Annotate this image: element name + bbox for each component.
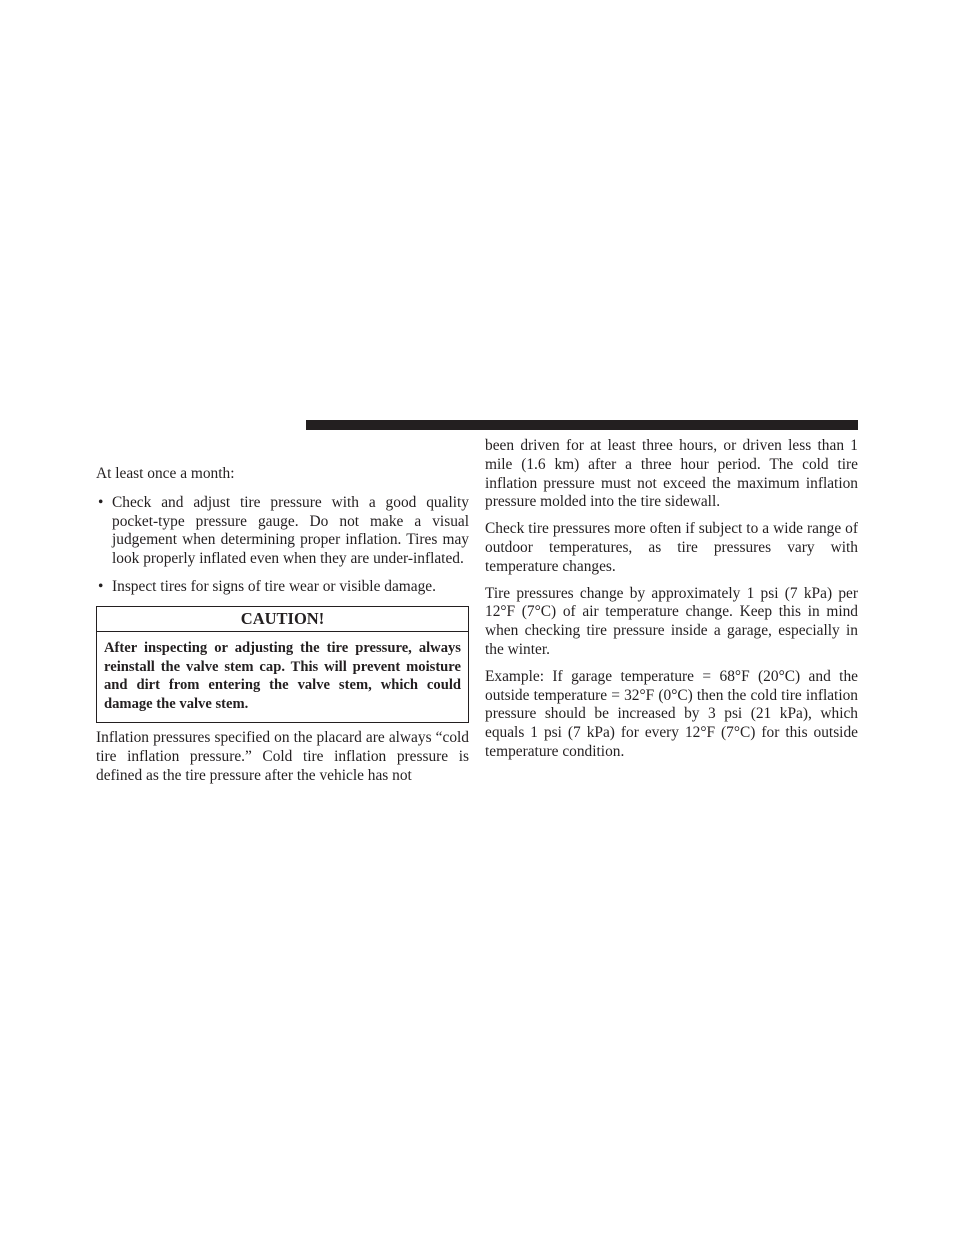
body-paragraph: Check tire pressures more often if subject to a wide range of outdoor temperatures, as tire pressures vary with temperature changes. [485, 520, 858, 575]
caution-box [96, 606, 469, 723]
list-item-text: Check and adjust tire pressure with a good quality pocket-type pressure gauge. Do not make a visual judgement when determining proper inflation. Tires may look properly inflated even when they are under-inflated. [112, 493, 469, 568]
list-item [96, 578, 469, 597]
intro-text: At least once a month: [96, 465, 235, 482]
list-item-text: Inspect tires for signs of tire wear or visible damage. [112, 577, 436, 595]
body-paragraph: Tire pressures change by approximately 1 psi (7 kPa) per 12°F (7°C) of air temperature change. Keep this in mind when checking tire pressure inside a garage, especially in the winter. [485, 584, 858, 658]
left-column [96, 437, 469, 785]
caution-title: CAUTION! [97, 607, 468, 632]
list-item [96, 494, 469, 569]
body-paragraph: Inflation pressures specified on the placard are always “cold tire inflation pressure.” Cold tire inflation pressure is defined as the tire pressure after the vehicle has not [96, 728, 469, 784]
bullet-icon: • [98, 493, 104, 511]
body-paragraph: been driven for at least three hours, or driven less than 1 mile (1.6 km) after a three hour period. The cold tire inflation pressure must not exceed the maximum inflation pressure molded into the tire sidewall. [485, 437, 858, 511]
caution-body: After inspecting or adjusting the tire pressure, always reinstall the valve stem cap. This will prevent moisture and dirt from entering the valve stem, which could damage the valve stem. [104, 639, 461, 713]
section-header-rule [306, 420, 858, 430]
right-column [485, 437, 858, 770]
body-paragraph: Example: If garage temperature = 68°F (20°C) and the outside temperature = 32°F (0°C) then the cold tire inflation pressure should be increased by 3 psi (21 kPa), which equals 1 psi (7 kPa) for every 12°F (7°C) for this outside temperature condition. [485, 667, 858, 760]
bullet-icon: • [98, 577, 104, 595]
checklist [96, 494, 469, 597]
